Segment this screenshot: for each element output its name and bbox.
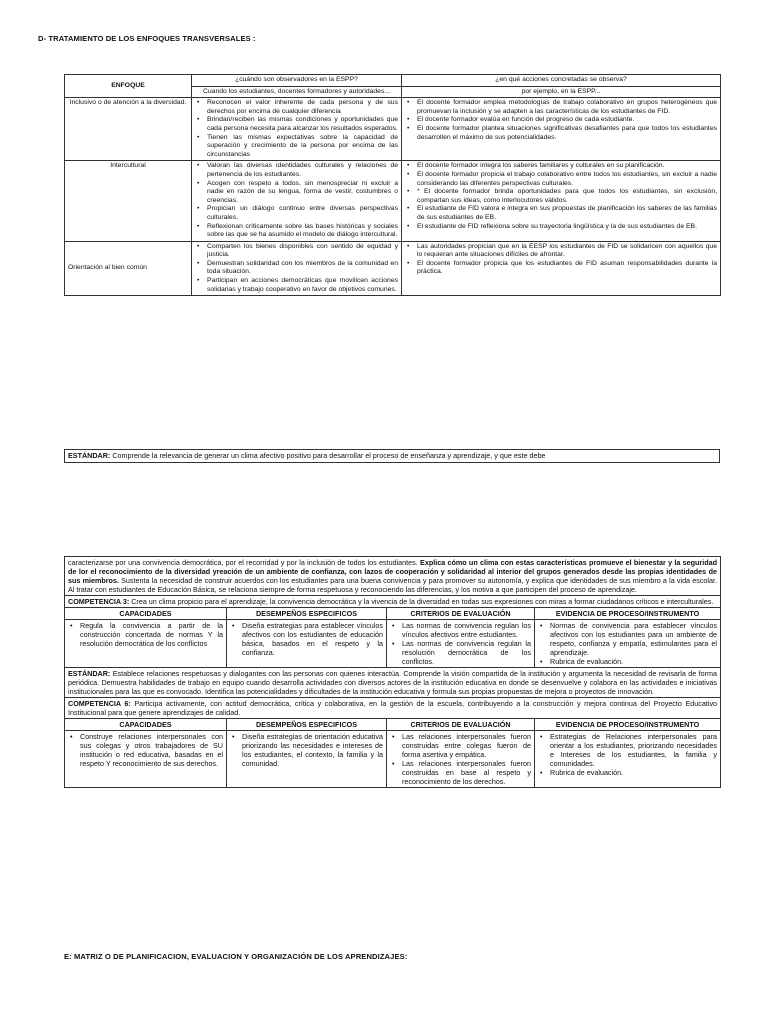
competencia-6-text: Participa activamente, con actitud democrática, crítica y colaborativa, en la gestión de la escuela, contribuyendo a la construcción y mejora continua del Proyecto Educativo Institucional para que genere aprendizajes de calidad. bbox=[68, 699, 718, 717]
header-criterios: CRITERIOS DE EVALUACIÓN bbox=[387, 719, 535, 731]
list-item: • Demuestran solidaridad con los miembros de la comunidad en toda situación. bbox=[207, 260, 398, 277]
estandar-text-b: Explica cómo un clima con estas características promueve el bienestar y la seguridad de lor el reconocimiento de la diversidad yreación de un ambiente de confianza, con lazos de cooperación y solidaridad al interior del grupos generados desde las propias identidades de sus miembros. bbox=[68, 558, 718, 585]
estandar-text: Comprende la relevancia de generar un clima afectivo positivo para desarrollar el proceso de enseñanza y aprendizaje, y que este debe bbox=[112, 451, 546, 460]
evidencia-cell bbox=[535, 731, 721, 788]
estandar-text-c: Sustenta la necesidad de construir acuerdos con los estudiantes para una buena convivencia y para promover su autonomía, y explica que identidades de sus miembro a la vida escolar. Al tratar con estudiantes de Educación Básica, se relaciona siempre de forma respetuosa y reconociendo las diferencias, y los motiva a que participen del proceso de aprendizaje. bbox=[68, 576, 718, 594]
list-item: • Las autoridades propician que en la EESP los estudiantes de FID se solidaricen con aquellos que lo requieran ante situaciones difíciles de afrontar. bbox=[417, 243, 717, 260]
estandar-2-text: Establece relaciones respetuosas y dialogantes con las personas con quienes interactúa. Comprende la visión compartida de la institución y argumenta la necesidad de revisarla de forma periódica. Demuestra habilidades de trabajo en equipo cuando desarrolla actividades con diversos actores de la institución educativa en donde se desenvuelve y colabora en las actividades e iniciativas institucionales para las que es convocado. Identifica las potencialidades y dificultades de la institución educativa y formula sus propias propuestas de mejora o proyectos de innovación. bbox=[68, 669, 718, 696]
list-item: • * El docente formador brinda oportunidades para que todos los estudiantes, sin exclusión, compartan sus ideas, como interlocutores válidos. bbox=[417, 188, 717, 205]
enfoque-name: Inclusivo o de atención a la diversidad. bbox=[65, 98, 192, 161]
cuando-cell bbox=[192, 161, 402, 241]
header-criterios: CRITERIOS DE EVALUACIÓN bbox=[387, 608, 535, 620]
competencia-3 bbox=[65, 596, 721, 608]
list-item: • Reflexionan críticamente sobre las bases históricas y sociales sobre las que se ha asumido el modelo de diálogo intercultural. bbox=[207, 223, 398, 240]
acciones-cell bbox=[402, 161, 721, 241]
competencia-3-text: Crea un clima propicio para el aprendizaje, la convivencia democrática y la vivencia de la diversidad en todas sus expresiones con miras a formar ciudadanos críticos e interculturales. bbox=[131, 597, 714, 606]
list-item: • Diseña estrategias de orientación educativa priorizando las necesidades e intereses de los estudiantes, el contexto, la familia y la comunidad. bbox=[242, 732, 383, 768]
header-capacidades: CAPACIDADES bbox=[65, 719, 227, 731]
estandar-label: ESTÁNDAR: bbox=[68, 451, 111, 460]
estandar-text-a: caracterizarse por una convivencia democrática, por el recorridad y por la inclusión de todos los estudiantes. bbox=[68, 558, 418, 567]
competencia-6 bbox=[65, 698, 721, 719]
acciones-cell bbox=[402, 241, 721, 296]
header-capacidades: CAPACIDADES bbox=[65, 608, 227, 620]
list-item: • Valoran las diversas identidades culturales y relaciones de pertenencia de los estudiantes. bbox=[207, 162, 398, 179]
list-item: • Rubrica de evaluación. bbox=[550, 657, 717, 666]
section-e-heading: E: MATRIZ O DE PLANIFICACION, EVALUACION Y ORGANIZACIÓN DE LOS APRENDIZAJES: bbox=[64, 952, 408, 961]
list-item: • El docente formador plantea situaciones significativas desafiantes para que todos los estudiantes desarrollen el máximo de sus potencialidades. bbox=[417, 125, 717, 142]
list-item: • Comparten los bienes disponibles con sentido de equidad y justicia. bbox=[207, 243, 398, 260]
enfoque-name: Orientación al bien común bbox=[65, 241, 192, 296]
competencia-6-label: COMPETENCIA 6: bbox=[68, 699, 131, 708]
list-item: • El docente formador integra los saberes familiares y culturales en su planificación. bbox=[417, 162, 717, 171]
estandar-continuation bbox=[65, 557, 721, 596]
desempenos-cell bbox=[227, 731, 387, 788]
list-item: • Las normas de convivencia regulan la resolución democrática de los conflictos. bbox=[402, 639, 531, 666]
list-item: • Propician un diálogo continuo entre diversas perspectivas culturales. bbox=[207, 205, 398, 222]
list-item: • El estudiante de FID reflexiona sobre su trayectoria lingüística y la de sus estudiantes de EB. bbox=[417, 223, 717, 232]
desempenos-cell bbox=[227, 620, 387, 668]
list-item: • Las relaciones interpersonales fueron construidas en base al respeto y reconocimiento de los derechos. bbox=[402, 759, 531, 786]
col-enfoque-header: ENFOQUE bbox=[65, 75, 192, 98]
capacidades-cell bbox=[65, 731, 227, 788]
table-row bbox=[65, 620, 721, 668]
col-cuando-header: ¿cuándo son observadores en la ESPP? bbox=[192, 75, 402, 87]
evidencia-cell bbox=[535, 620, 721, 668]
section-d-heading: D- TRATAMIENTO DE LOS ENFOQUES TRANSVERSALES : bbox=[38, 34, 256, 43]
enfoque-row bbox=[65, 241, 721, 296]
col-cuando-subheader: Cuando los estudiantes, docentes formadores y autoridades... bbox=[192, 86, 402, 98]
competencia-3-table bbox=[64, 556, 721, 788]
header-evidencia: EVIDENCIA DE PROCESO/INSTRUMENTO bbox=[535, 719, 721, 731]
table-row bbox=[65, 731, 721, 788]
estandar-2 bbox=[65, 668, 721, 698]
list-item: • El docente formador propicia el trabajo colaborativo entre todos los estudiantes, sin excluir a nadie considerando las diferentes perspectivas culturales. bbox=[417, 171, 717, 188]
list-item: • Las normas de convivencia regulan los vínculos afectivos entre estudiantes. bbox=[402, 621, 531, 639]
criterios-cell bbox=[387, 731, 535, 788]
list-item: • Las relaciones interpersonales fueron construidas entre colegas fueron de forma asertiva y empática. bbox=[402, 732, 531, 759]
capacidades-cell bbox=[65, 620, 227, 668]
list-item: • Acogen con respeto a todos, sin menospreciar ni excluir a nadie en razón de su lengua, forma de vestir, costumbres o creencias. bbox=[207, 180, 398, 206]
acciones-cell bbox=[402, 98, 721, 161]
estandar-top-cell bbox=[65, 450, 720, 463]
enfoques-table bbox=[64, 74, 721, 296]
col-acciones-subheader: por ejemplo, en la ESPP... bbox=[402, 86, 721, 98]
list-item: • Construye relaciones interpersonales con sus colegas y otros trabajadores de SU institución o red educativa, basadas en el respeto Y reconocimiento de sus derechos. bbox=[80, 732, 223, 768]
enfoque-row bbox=[65, 98, 721, 161]
enfoque-row bbox=[65, 161, 721, 241]
list-item: • Rubrica de evaluación. bbox=[550, 768, 717, 777]
competencia-3-label: COMPETENCIA 3: bbox=[68, 597, 130, 606]
list-item: • Estrategias de Relaciones interpersonales para orientar a los estudiantes, priorizando necesidades e Intereses de los estudiantes, la familia y comunidades. bbox=[550, 732, 717, 768]
enfoque-name: Intercultural bbox=[65, 161, 192, 241]
list-item: • El docente formador propicia que los estudiantes de FID asuman responsabilidades durante la práctica. bbox=[417, 260, 717, 277]
list-item: • Participan en acciones democráticas que movilicen acciones solidarias y trabajo cooperativo en favor de objetivos comunes. bbox=[207, 277, 398, 294]
list-item: • Tienen las mismas expectativas sobre la capacidad de superación y crecimiento de la persona por encima de las circunstancias bbox=[207, 134, 398, 160]
list-item: • Diseña estrategias para establecer vínculos afectivos con los estudiantes de educación básica, basados en el respeto y la confianza. bbox=[242, 621, 383, 657]
list-item: • Reconocen el valor inherente de cada persona y de sus derechos por encima de cualquier diferencia bbox=[207, 99, 398, 116]
header-desempenos: DESEMPEÑOS ESPECIFICOS bbox=[227, 719, 387, 731]
list-item: • Regula la convivencia a partir de la construcción concertada de normas Y la resolución democrática de los conflictos bbox=[80, 621, 223, 648]
list-item: • Normas de convivencia para establecer vínculos afectivos con los estudiantes para un ambiente de respeto, confianza y empatía, estimulantes para el aprendizaje. bbox=[550, 621, 717, 657]
estandar-box-top bbox=[64, 449, 720, 463]
header-evidencia: EVIDENCIA DE PROCESO/INSTRUMENTO bbox=[535, 608, 721, 620]
list-item: • El docente formador emplea metodologías de trabajo colaborativo en grupos heterogéneos que promuevan la inclusión y se adapten a las características de los estudiantes de FID. bbox=[417, 99, 717, 116]
cuando-cell bbox=[192, 98, 402, 161]
cuando-cell bbox=[192, 241, 402, 296]
header-desempenos: DESEMPEÑOS ESPECIFICOS bbox=[227, 608, 387, 620]
list-item: • Brindan/reciben las mismas condiciones y oportunidades que cada persona necesita para alcanzar los resultados esperados. bbox=[207, 116, 398, 133]
list-item: • El estudiante de FID valora e integra en sus propuestas de planificación los saberes de las familias de sus estudiantes de EB. bbox=[417, 205, 717, 222]
list-item: • El docente formador evalúa en función del progreso de cada estudiante. bbox=[417, 116, 717, 125]
estandar-2-label: ESTÁNDAR: bbox=[68, 669, 111, 678]
col-acciones-header: ¿en qué acciones concretadas se observa? bbox=[402, 75, 721, 87]
criterios-cell bbox=[387, 620, 535, 668]
